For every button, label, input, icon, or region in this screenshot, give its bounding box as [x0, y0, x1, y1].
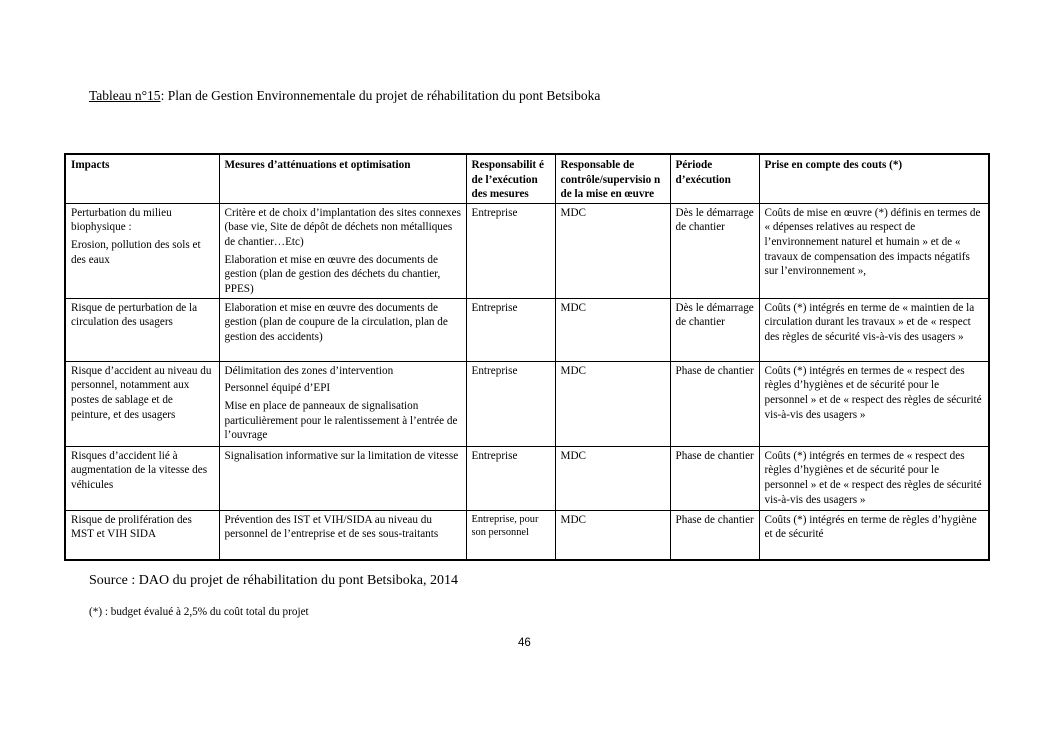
table-caption-text: : Plan de Gestion Environnementale du projet de réhabilitation du pont Betsiboka	[160, 88, 601, 103]
impact-line: Risque d’accident au niveau du personnel, notamment aux postes de sablage et de peinture, et des usagers	[71, 364, 212, 421]
impact-line: Risques d’accident lié à augmentation de la vitesse des véhicules	[71, 449, 208, 491]
impact-line: Risque de prolifération des MST et VIH SIDA	[71, 513, 192, 541]
cell-periode: Dès le démarrage de chantier	[670, 298, 759, 361]
cell-couts: Coûts de mise en œuvre (*) définis en termes de « dépenses relatives au respect de l’environnement naturel et humain » et de « travaux de compensation des impacts négatifs sur l’environnement »,	[759, 203, 989, 298]
cell-responsabilite: Entreprise	[466, 203, 555, 298]
cell-periode: Dès le démarrage de chantier	[670, 203, 759, 298]
cell-periode: Phase de chantier	[670, 510, 759, 560]
cell-couts: Coûts (*) intégrés en termes de « respect des règles d’hygiènes et de sécurité pour le personnel » et de « respect des règles de sécurité vis-à-vis des usagers »	[759, 361, 989, 446]
cell-responsabilite: Entreprise, pour son personnel	[466, 510, 555, 560]
table-caption-label: Tableau n°15	[89, 88, 161, 103]
cell-couts: Coûts (*) intégrés en terme de règles d’hygiène et de sécurité	[759, 510, 989, 560]
impact-line: Risque de perturbation de la circulation des usagers	[71, 301, 198, 329]
table-row	[65, 446, 989, 510]
cell-mesures	[219, 510, 466, 560]
cell-couts: Coûts (*) intégrés en termes de « respect des règles d’hygiènes et de sécurité pour le personnel » et de « respect des règles de sécurité vis-à-vis des usagers »	[759, 446, 989, 510]
mesure-line: Elaboration et mise en œuvre des documents de gestion (plan de coupure de la circulation, plan de gestion des accidents)	[224, 301, 448, 343]
cell-couts: Coûts (*) intégrés en terme de « maintien de la circulation durant les travaux » et de « respect des règles de sécurité vis-à-vis des usagers »	[759, 298, 989, 361]
mesure-line: Signalisation informative sur la limitation de vitesse	[224, 449, 459, 462]
cell-controle: MDC	[555, 203, 670, 298]
cell-impact	[65, 298, 219, 361]
cell-impact	[65, 361, 219, 446]
mesure-line: Délimitation des zones d’intervention	[224, 364, 394, 377]
cell-controle: MDC	[555, 446, 670, 510]
header-controle: Responsable de contrôle/supervisio n de la mise en œuvre	[555, 154, 670, 203]
header-periode: Période d’exécution	[670, 154, 759, 203]
header-couts: Prise en compte des couts (*)	[759, 154, 989, 203]
table-row	[65, 361, 989, 446]
mesure-line: Prévention des IST et VIH/SIDA au niveau du personnel de l’entreprise et de ses sous-traitants	[224, 513, 439, 541]
cell-mesures	[219, 361, 466, 446]
cell-mesures	[219, 446, 466, 510]
mesure-line: Critère et de choix d’implantation des sites connexes (base vie, Site de dépôt de déchets non métalliques de chantier…Etc)	[224, 206, 461, 248]
cell-periode: Phase de chantier	[670, 446, 759, 510]
impact-line: Erosion, pollution des sols et des eaux	[71, 238, 201, 266]
budget-note: (*) : budget évalué à 2,5% du coût total du projet	[89, 606, 309, 618]
cell-responsabilite: Entreprise	[466, 446, 555, 510]
page-number: 46	[518, 637, 531, 649]
cell-impact	[65, 446, 219, 510]
impact-line: Perturbation du milieu biophysique :	[71, 206, 172, 234]
table-header-row	[65, 154, 989, 203]
header-mesures: Mesures d’atténuations et optimisation	[219, 154, 466, 203]
cell-periode: Phase de chantier	[670, 361, 759, 446]
table-row	[65, 203, 989, 298]
cell-impact	[65, 203, 219, 298]
table-caption	[89, 88, 600, 104]
cell-mesures	[219, 298, 466, 361]
mesure-line: Elaboration et mise en œuvre des documents de gestion (plan de gestion des déchets du chantier, PPES)	[224, 253, 441, 295]
mesure-line: Personnel équipé d’EPI	[224, 382, 331, 395]
cell-controle: MDC	[555, 298, 670, 361]
cell-responsabilite: Entreprise	[466, 361, 555, 446]
cell-controle: MDC	[555, 361, 670, 446]
cell-impact	[65, 510, 219, 560]
header-responsabilite: Responsabilit é de l’exécution des mesures	[466, 154, 555, 203]
table-row	[65, 298, 989, 361]
source-line: Source : DAO du projet de réhabilitation du pont Betsiboka, 2014	[89, 573, 458, 588]
cell-responsabilite: Entreprise	[466, 298, 555, 361]
cell-mesures	[219, 203, 466, 298]
mesure-line: Mise en place de panneaux de signalisation particulièrement pour le ralentissement à l’entrée de l’ouvrage	[224, 399, 458, 442]
cell-controle: MDC	[555, 510, 670, 560]
environmental-management-table	[64, 153, 990, 561]
header-impacts: Impacts	[65, 154, 219, 203]
table-row	[65, 510, 989, 560]
